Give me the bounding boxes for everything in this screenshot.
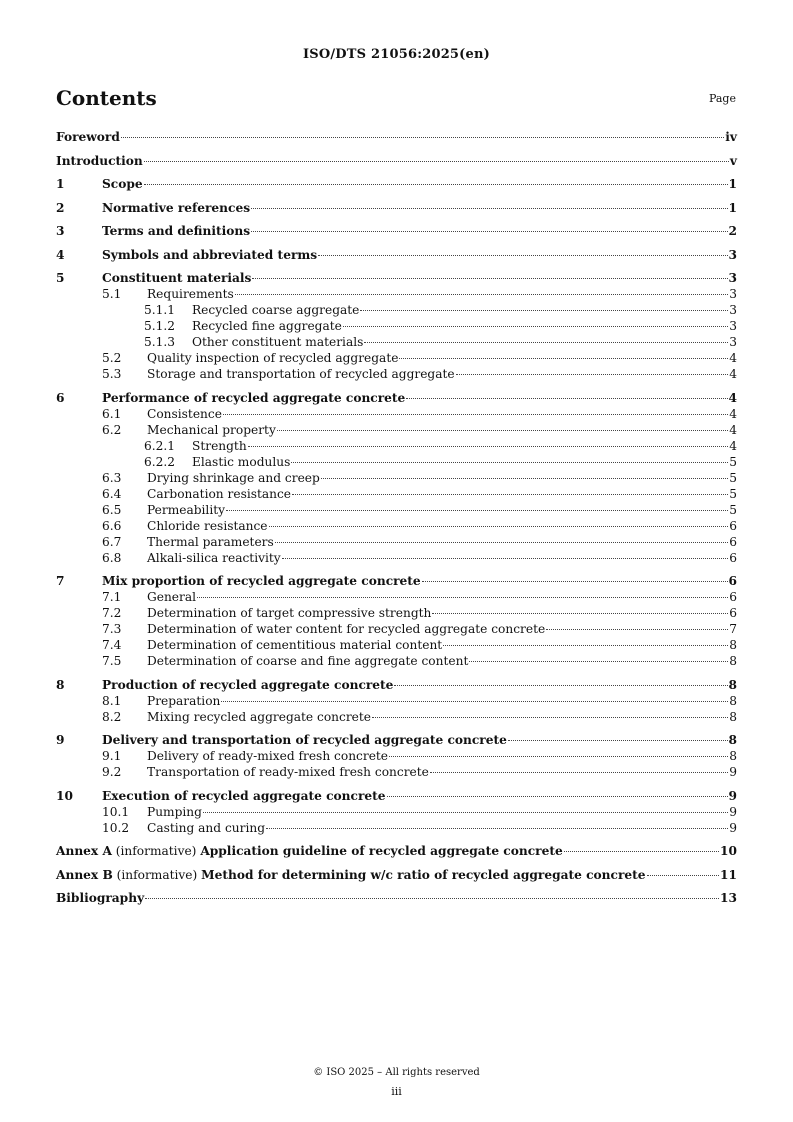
- toc-entry-title: Foreword: [56, 130, 120, 144]
- toc-entry-title: Alkali-silica reactivity: [147, 550, 281, 565]
- toc-entry-number: 5.3: [102, 367, 122, 381]
- toc-entry-title: Symbols and abbreviated terms: [102, 247, 318, 262]
- toc-entry-page: 3: [728, 271, 737, 285]
- annex-status: (informative): [112, 867, 202, 882]
- toc-entry-number: 6.6: [102, 518, 122, 533]
- dot-leader: [406, 398, 727, 399]
- dot-leader: [432, 613, 728, 614]
- toc-entry-number: 6.8: [102, 550, 122, 565]
- toc-entry-title: Carbonation resistance: [147, 486, 292, 501]
- toc-entry-number: 10.1: [102, 804, 130, 819]
- toc-entry-title: General: [147, 590, 196, 604]
- toc-entry[interactable]: [56, 302, 737, 318]
- toc-entry-number: 6.3: [102, 470, 122, 485]
- dot-leader: [221, 701, 728, 702]
- toc-entry[interactable]: [56, 470, 737, 486]
- toc-entry-page: 4: [729, 438, 737, 453]
- toc-entry-title: [56, 843, 563, 859]
- toc-entry[interactable]: [56, 422, 737, 438]
- toc-entry[interactable]: [56, 176, 737, 192]
- dot-leader: [422, 581, 728, 582]
- toc-entry-page: 10: [720, 844, 737, 858]
- toc-entry-title: Normative references: [102, 200, 251, 215]
- toc-entry-number: 7.4: [102, 638, 122, 652]
- toc-entry-number: 4: [56, 247, 65, 262]
- toc-entry-title: Casting and curing: [147, 820, 266, 835]
- toc-entry[interactable]: [56, 788, 737, 804]
- dot-leader: [282, 558, 729, 559]
- toc-entry[interactable]: [56, 573, 737, 589]
- toc-entry-page: 8: [729, 749, 737, 763]
- toc-entry-title: Production of recycled aggregate concrete: [102, 677, 394, 692]
- toc-entry-title: Constituent materials: [102, 271, 252, 285]
- toc-entry[interactable]: [56, 502, 737, 518]
- annex-label: Annex B: [56, 867, 113, 882]
- dot-leader: [389, 756, 728, 757]
- toc-entry[interactable]: [56, 748, 737, 764]
- toc-entry-title: Determination of water content for recycled aggregate concrete: [147, 622, 546, 636]
- toc-entry-title: Other constituent materials: [192, 335, 364, 349]
- annex-status: (informative): [111, 844, 201, 858]
- toc-entry-number: 6: [56, 390, 65, 405]
- toc-entry-number: 6.2: [102, 422, 122, 437]
- toc-entry-number: 5: [56, 271, 65, 285]
- toc-entry-title: Determination of target compressive strength: [147, 606, 432, 620]
- toc-entry-page: 5: [729, 502, 737, 517]
- dot-leader: [277, 430, 728, 431]
- toc-entry-number: 8: [56, 677, 65, 692]
- dot-leader: [197, 597, 728, 598]
- page-column-label: Page: [708, 92, 736, 105]
- toc-entry-number: 6.2.2: [144, 454, 176, 469]
- toc-entry-number: 7.2: [102, 606, 122, 620]
- toc-entry-page: 8: [729, 638, 737, 652]
- toc-entry-page: 3: [729, 303, 737, 317]
- toc-entry-number: 8.2: [102, 709, 122, 724]
- toc-entry-title: Permeability: [147, 502, 226, 517]
- toc-entry[interactable]: [56, 406, 737, 422]
- toc-entry-page: 9: [729, 804, 737, 819]
- toc-entry-title: Chloride resistance: [147, 518, 268, 533]
- dot-leader: [291, 462, 728, 463]
- toc-entry[interactable]: [56, 732, 737, 748]
- dot-leader: [469, 661, 728, 662]
- toc-entry-title: Mix proportion of recycled aggregate concrete: [102, 574, 421, 588]
- toc-entry-page: 6: [729, 606, 737, 620]
- annex-label: Annex A: [56, 844, 112, 858]
- toc-entry[interactable]: [56, 843, 737, 859]
- annex-title: Method for determining w/c ratio of recycled aggregate concrete: [201, 867, 646, 882]
- toc-entry[interactable]: [56, 605, 737, 621]
- toc-entry-title: Recycled fine aggregate: [192, 319, 342, 333]
- toc-entry-number: 9.2: [102, 765, 122, 779]
- toc-entry-title: Performance of recycled aggregate concrete: [102, 390, 406, 405]
- dot-leader: [394, 685, 727, 686]
- document-id-header: ISO/DTS 21056:2025(en): [302, 47, 491, 62]
- toc-entry-page: 6: [729, 590, 737, 604]
- toc-entry-number: 9: [56, 733, 65, 747]
- toc-entry-title: Preparation: [147, 693, 221, 708]
- toc-entry-number: 5.1.1: [144, 303, 176, 317]
- dot-leader: [144, 161, 729, 162]
- toc-entry[interactable]: [56, 390, 737, 406]
- toc-entry-number: 5.1: [102, 287, 122, 301]
- toc-entry[interactable]: [56, 454, 737, 470]
- dot-leader: [430, 772, 728, 773]
- toc-entry-number: 10: [56, 788, 73, 803]
- toc-entry-page: 5: [729, 470, 737, 485]
- toc-entry-page: 9: [729, 820, 737, 835]
- dot-leader: [223, 414, 728, 415]
- dot-leader: [266, 828, 728, 829]
- toc-entry-number: 6.2.1: [144, 438, 176, 453]
- toc-entry[interactable]: [56, 129, 737, 145]
- dot-leader: [456, 374, 729, 375]
- toc-entry-page: 13: [720, 891, 737, 905]
- toc-entry[interactable]: [56, 677, 737, 693]
- toc-entry-title: Execution of recycled aggregate concrete: [102, 788, 386, 803]
- toc-entry-page: 4: [729, 422, 737, 437]
- toc-entry-page: 3: [728, 247, 737, 262]
- toc-entry-page: 3: [729, 287, 737, 301]
- toc-entry[interactable]: [56, 247, 737, 263]
- dot-leader: [235, 294, 728, 295]
- dot-leader: [364, 342, 728, 343]
- toc-entry-title: Delivery and transportation of recycled aggregate concrete: [102, 733, 507, 747]
- toc-entry-number: 7: [56, 574, 65, 588]
- toc-entry-title: Drying shrinkage and creep: [147, 470, 320, 485]
- dot-leader: [546, 629, 728, 630]
- dot-leader: [564, 851, 719, 852]
- toc-entry-title: Terms and definitions: [102, 224, 251, 238]
- toc-entry-title: Bibliography: [56, 891, 145, 905]
- toc-entry[interactable]: [56, 653, 737, 669]
- toc-entry-title: Determination of cementitious material content: [147, 638, 443, 652]
- dot-leader: [360, 310, 728, 311]
- toc-entry-number: 1: [56, 177, 65, 191]
- toc-entry[interactable]: [56, 820, 737, 836]
- dot-leader: [203, 812, 728, 813]
- toc-entry[interactable]: [56, 709, 737, 725]
- toc-entry-title: Thermal parameters: [147, 534, 274, 549]
- copyright-notice: © ISO 2025 – All rights reserved: [313, 1067, 480, 1078]
- toc-entry-page: 9: [728, 788, 737, 803]
- dot-leader: [145, 898, 719, 899]
- toc-entry-number: 7.1: [102, 590, 122, 604]
- toc-entry[interactable]: [56, 486, 737, 502]
- toc-entry[interactable]: [56, 550, 737, 566]
- dot-leader: [292, 494, 728, 495]
- toc-entry[interactable]: [56, 438, 737, 454]
- toc-entry-page: 8: [729, 693, 737, 708]
- toc-entry-title: Introduction: [56, 153, 143, 168]
- toc-entry-page: 6: [729, 534, 737, 549]
- dot-leader: [318, 255, 727, 256]
- dot-leader: [251, 231, 727, 232]
- toc-entry-page: 3: [729, 319, 737, 333]
- toc-entry-title: Recycled coarse aggregate: [192, 303, 360, 317]
- contents-title: Contents: [56, 86, 157, 110]
- toc-entry-number: 3: [56, 224, 65, 238]
- toc-entry-number: 2: [56, 200, 65, 215]
- table-of-contents: [56, 129, 737, 906]
- toc-entry-page: 6: [729, 550, 737, 565]
- toc-entry[interactable]: [56, 534, 737, 550]
- toc-entry-title: [56, 867, 646, 883]
- toc-entry-title: Mixing recycled aggregate concrete: [147, 709, 371, 724]
- dot-leader: [508, 740, 728, 741]
- annex-title: Application guideline of recycled aggregate concrete: [200, 844, 563, 858]
- toc-entry[interactable]: [56, 366, 737, 382]
- toc-entry-number: 9.1: [102, 749, 122, 763]
- toc-entry-number: 10.2: [102, 820, 130, 835]
- toc-entry-page: 1: [728, 177, 737, 191]
- toc-entry-page: v: [729, 153, 737, 168]
- dot-leader: [252, 278, 727, 279]
- dot-leader: [144, 184, 728, 185]
- toc-entry-page: 6: [729, 518, 737, 533]
- toc-entry-page: 8: [729, 709, 737, 724]
- dot-leader: [399, 358, 728, 359]
- toc-entry[interactable]: [56, 318, 737, 334]
- dot-leader: [248, 446, 729, 447]
- toc-entry[interactable]: [56, 804, 737, 820]
- toc-entry-number: 6.5: [102, 502, 122, 517]
- dot-leader: [647, 875, 720, 876]
- toc-entry-number: 5.2: [102, 351, 122, 365]
- toc-entry-page: 6: [728, 574, 737, 588]
- toc-entry[interactable]: [56, 764, 737, 780]
- toc-entry-number: 6.1: [102, 406, 122, 421]
- toc-entry-title: Consistence: [147, 406, 222, 421]
- toc-entry[interactable]: [56, 621, 737, 637]
- toc-entry-page: 11: [720, 867, 737, 882]
- toc-entry-number: 8.1: [102, 693, 122, 708]
- toc-entry-number: 5.1.2: [144, 319, 176, 333]
- toc-entry-page: 7: [729, 622, 737, 636]
- toc-entry[interactable]: [56, 200, 737, 216]
- toc-entry-page: 5: [729, 486, 737, 501]
- toc-entry-title: Requirements: [147, 287, 234, 301]
- toc-entry-page: 4: [729, 351, 737, 365]
- toc-entry-page: 8: [728, 677, 737, 692]
- toc-entry-page: 1: [728, 200, 737, 215]
- toc-entry-number: 7.3: [102, 622, 122, 636]
- toc-entry[interactable]: [56, 518, 737, 534]
- toc-entry-page: 8: [728, 733, 737, 747]
- toc-entry[interactable]: [56, 270, 737, 286]
- toc-entry[interactable]: [56, 334, 737, 350]
- dot-leader: [343, 326, 728, 327]
- dot-leader: [387, 796, 728, 797]
- toc-entry-number: 6.7: [102, 534, 122, 549]
- toc-entry-page: 2: [728, 224, 737, 238]
- dot-leader: [251, 208, 727, 209]
- toc-entry-title: Elastic modulus: [192, 454, 291, 469]
- dot-leader: [226, 510, 728, 511]
- toc-entry-title: Quality inspection of recycled aggregate: [147, 351, 399, 365]
- dot-leader: [275, 542, 729, 543]
- dot-leader: [321, 478, 728, 479]
- toc-entry-page: 9: [729, 765, 737, 779]
- toc-entry[interactable]: [56, 153, 737, 169]
- toc-entry-number: 6.4: [102, 486, 122, 501]
- dot-leader: [269, 526, 729, 527]
- toc-entry-title: Determination of coarse and fine aggregate content: [147, 654, 469, 668]
- toc-entry[interactable]: [56, 693, 737, 709]
- toc-entry[interactable]: [56, 637, 737, 653]
- toc-entry-title: Scope: [102, 177, 143, 191]
- toc-entry-page: 4: [729, 406, 737, 421]
- dot-leader: [121, 137, 724, 138]
- toc-entry-title: Storage and transportation of recycled aggregate: [147, 367, 455, 381]
- toc-entry[interactable]: [56, 867, 737, 883]
- toc-entry-title: Strength: [192, 438, 247, 453]
- dot-leader: [372, 717, 728, 718]
- toc-entry-number: 5.1.3: [144, 335, 176, 349]
- toc-entry-page: 4: [729, 367, 737, 381]
- toc-entry[interactable]: [56, 350, 737, 366]
- toc-entry-page: 8: [729, 654, 737, 668]
- toc-entry-title: Delivery of ready-mixed fresh concrete: [147, 749, 389, 763]
- toc-entry-page: 4: [728, 390, 737, 405]
- toc-entry[interactable]: [56, 286, 737, 302]
- toc-entry[interactable]: [56, 890, 737, 906]
- toc-entry-page: 3: [729, 335, 737, 349]
- toc-entry-number: 7.5: [102, 654, 122, 668]
- page-number: iii: [391, 1085, 402, 1098]
- toc-entry[interactable]: [56, 589, 737, 605]
- toc-entry-title: Pumping: [147, 804, 202, 819]
- dot-leader: [443, 645, 728, 646]
- toc-entry-title: Mechanical property: [147, 422, 276, 437]
- toc-entry[interactable]: [56, 223, 737, 239]
- toc-entry-page: iv: [725, 130, 737, 144]
- toc-entry-title: Transportation of ready-mixed fresh concrete: [147, 765, 429, 779]
- toc-entry-page: 5: [729, 454, 737, 469]
